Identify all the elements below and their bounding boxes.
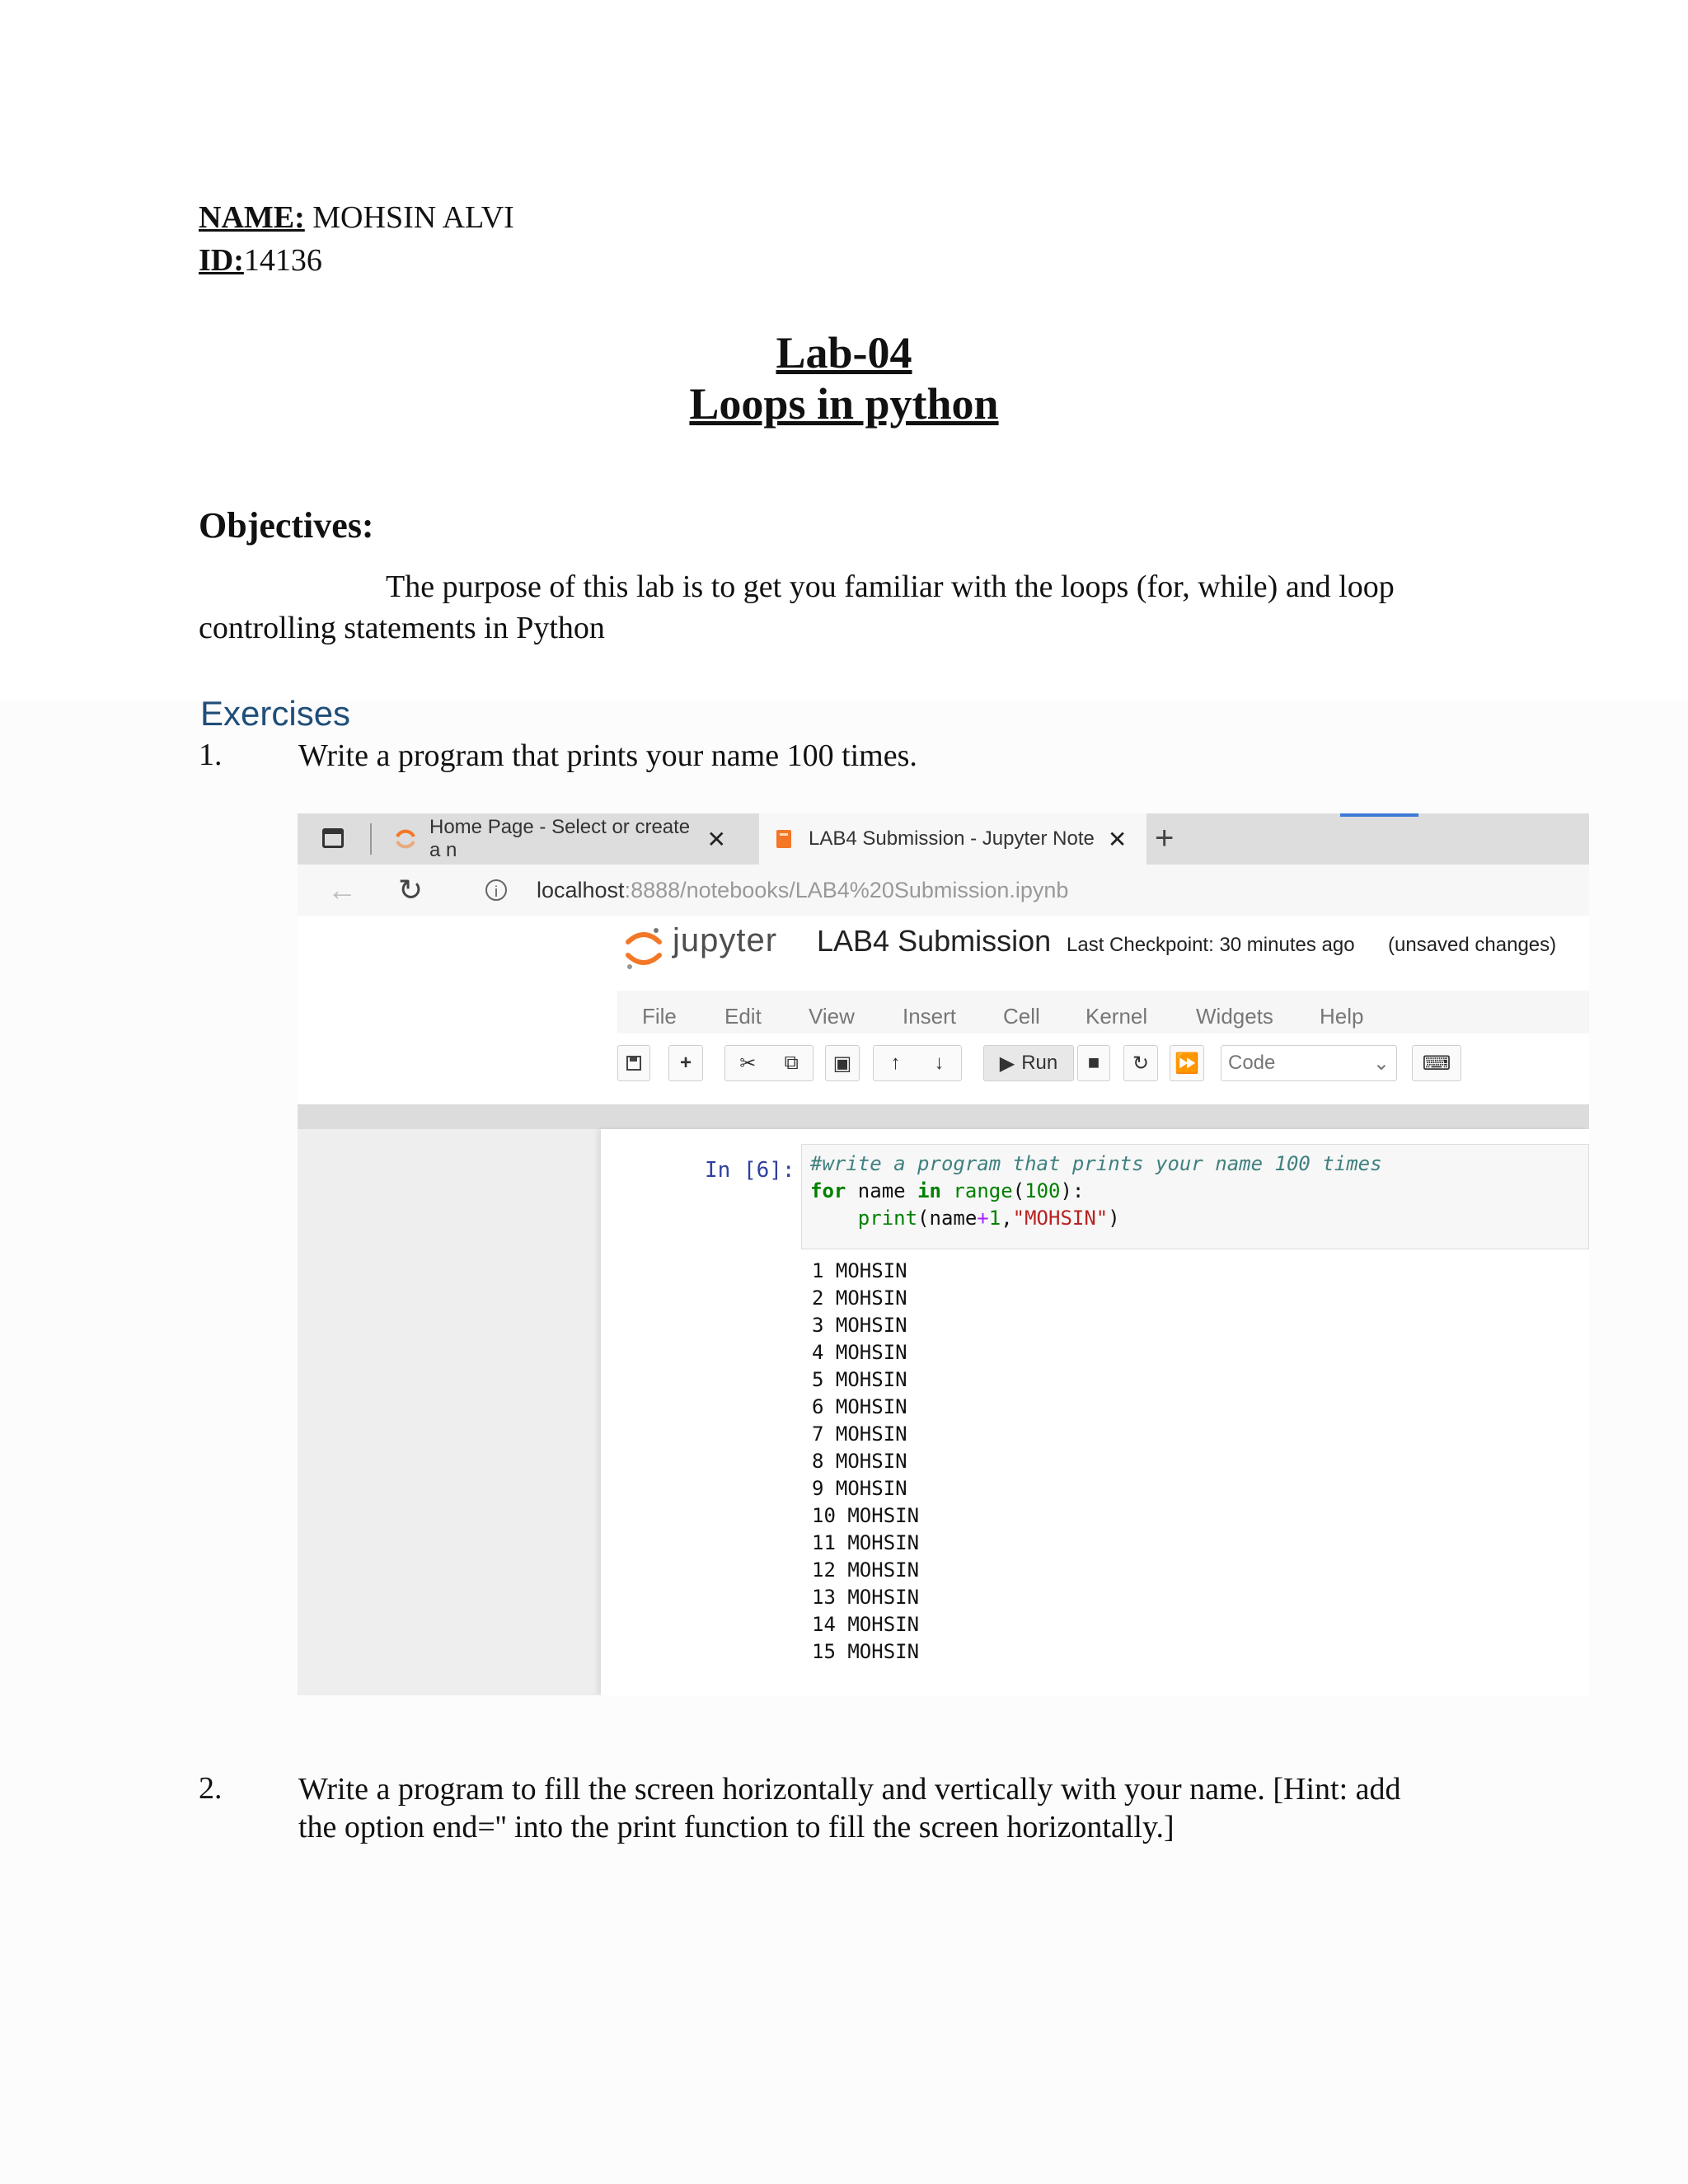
code-comma: , — [1001, 1207, 1013, 1230]
output-line: 4 MOHSIN — [812, 1341, 907, 1364]
input-prompt: In [6]: — [705, 1158, 795, 1183]
id-line — [199, 239, 322, 282]
jupyter-screenshot — [298, 813, 1589, 1695]
objectives-text-line2: controlling statements in Python — [199, 611, 605, 645]
tab-lab4-title: LAB4 Submission - Jupyter Note — [809, 827, 1095, 850]
output-line: 6 MOHSIN — [812, 1395, 907, 1418]
output-line: 14 MOHSIN — [812, 1613, 920, 1636]
question-1-text: Write a program that prints your name 100 times. — [298, 738, 917, 773]
menu-kernel[interactable]: Kernel — [1085, 1004, 1148, 1029]
close-icon[interactable]: ✕ — [706, 826, 726, 852]
notebook-area — [298, 1104, 1589, 1695]
code-number-100: 100 — [1025, 1179, 1061, 1202]
address-bar — [298, 865, 1589, 917]
code-string: "MOHSIN" — [1012, 1207, 1109, 1230]
output-line: 9 MOHSIN — [812, 1477, 907, 1500]
new-tab-icon[interactable]: + — [1155, 820, 1175, 856]
notebook-container — [601, 1129, 1589, 1695]
restart-icon[interactable]: ↻ — [1123, 1045, 1158, 1081]
jupyter-wordmark: jupyter — [673, 922, 778, 958]
menu-cell[interactable]: Cell — [1003, 1004, 1040, 1029]
play-icon: ▶ — [999, 1052, 1015, 1075]
output-line: 12 MOHSIN — [812, 1558, 920, 1582]
window-icon[interactable] — [322, 828, 344, 848]
browser-tab-bar — [298, 813, 1589, 865]
code-range: range — [940, 1179, 1013, 1202]
question-2-text-line1: Write a program to fill the screen horizontally and vertically with your name. [Hint: add — [298, 1772, 1401, 1807]
cell-type-select[interactable] — [1221, 1045, 1397, 1081]
exercises-heading: Exercises — [200, 694, 351, 733]
fast-forward-icon[interactable]: ⏩ — [1170, 1045, 1204, 1081]
output-line: 3 MOHSIN — [812, 1314, 907, 1337]
back-arrow-icon[interactable]: ← — [327, 873, 357, 907]
code-cell[interactable] — [801, 1144, 1589, 1249]
jupyter-toolbar — [298, 1040, 1589, 1088]
code-keyword-in: in — [917, 1179, 941, 1202]
menu-edit[interactable]: Edit — [724, 1004, 762, 1029]
jupyter-header — [298, 916, 1589, 987]
stop-icon[interactable]: ■ — [1077, 1045, 1110, 1081]
output-line: 7 MOHSIN — [812, 1422, 907, 1446]
url-field[interactable] — [537, 878, 1068, 903]
jupyter-menubar — [298, 986, 1589, 1040]
output-line: 11 MOHSIN — [812, 1531, 920, 1554]
run-label: Run — [1021, 1052, 1058, 1074]
window-accent-strip — [1340, 813, 1418, 817]
objectives-text-line1: The purpose of this lab is to get you familiar with the loops (for, while) and loop — [386, 569, 1395, 604]
unsaved-changes: (unsaved changes) — [1388, 934, 1557, 956]
tab-home-page[interactable] — [380, 813, 726, 865]
last-checkpoint: Last Checkpoint: 30 minutes ago — [1067, 934, 1355, 956]
paste-icon[interactable]: ▣ — [825, 1045, 860, 1081]
code-args: (name — [917, 1207, 978, 1230]
move-button-group — [873, 1045, 962, 1081]
copy-icon[interactable]: ⧉ — [784, 1052, 799, 1074]
notebook-name[interactable]: LAB4 Submission — [817, 924, 1052, 958]
output-line: 5 MOHSIN — [812, 1368, 907, 1391]
add-cell-icon[interactable]: + — [668, 1045, 703, 1081]
menu-file[interactable]: File — [642, 1004, 677, 1029]
question-1-number: 1. — [199, 738, 223, 772]
tab-home-title: Home Page - Select or create a n — [429, 816, 691, 861]
menu-view[interactable]: View — [809, 1004, 855, 1029]
jupyter-favicon-icon — [772, 827, 797, 851]
keyboard-icon[interactable]: ⌨ — [1412, 1045, 1461, 1081]
code-print: print — [810, 1207, 918, 1230]
output-line: 1 MOHSIN — [812, 1259, 907, 1282]
chevron-down-icon: ⌄ — [1372, 1052, 1390, 1075]
code-paren-colon: ): — [1060, 1179, 1085, 1202]
output-line: 2 MOHSIN — [812, 1286, 907, 1310]
reload-icon[interactable]: ↻ — [398, 873, 424, 907]
code-plus: + — [977, 1207, 989, 1230]
info-icon[interactable]: i — [485, 879, 507, 901]
run-button[interactable] — [983, 1045, 1074, 1081]
name-line — [199, 196, 514, 239]
code-paren-close: ) — [1108, 1207, 1120, 1230]
move-down-icon[interactable]: ↓ — [934, 1052, 945, 1074]
lab-subtitle: Loops in python — [689, 379, 999, 429]
cell-output — [812, 1258, 919, 1666]
output-line: 13 MOHSIN — [812, 1586, 920, 1609]
question-2-text-line2: the option end='' into the print function to fill the screen horizontally.] — [298, 1810, 1175, 1844]
menu-insert[interactable]: Insert — [903, 1004, 957, 1029]
menu-widgets[interactable]: Widgets — [1196, 1004, 1273, 1029]
url-path: :8888/notebooks/LAB4%20Submission.ipynb — [624, 878, 1069, 902]
url-host: localhost — [537, 878, 625, 902]
output-line: 10 MOHSIN — [812, 1504, 920, 1527]
name-value: MOHSIN ALVI — [304, 200, 514, 235]
code-comment: #write a program that prints your name 100 times — [810, 1152, 1382, 1175]
name-label: NAME: — [199, 200, 305, 235]
loading-spinner-icon — [393, 827, 418, 851]
code-var: name — [846, 1179, 918, 1202]
output-line: 15 MOHSIN — [812, 1640, 920, 1663]
lab-title: Lab-04 — [776, 328, 912, 377]
code-paren: ( — [1012, 1179, 1025, 1202]
question-2-number: 2. — [199, 1771, 223, 1806]
edit-button-group — [724, 1045, 814, 1081]
id-value: 14136 — [243, 243, 322, 278]
move-up-icon[interactable]: ↑ — [890, 1052, 901, 1074]
code-keyword-for: for — [810, 1179, 846, 1202]
tab-lab4-submission[interactable] — [759, 813, 1146, 865]
menu-help[interactable]: Help — [1320, 1004, 1364, 1029]
cell-type-value: Code — [1228, 1052, 1276, 1074]
jupyter-logo-icon[interactable] — [623, 924, 664, 977]
close-icon[interactable]: ✕ — [1107, 826, 1128, 852]
id-label: ID: — [199, 243, 244, 278]
cut-icon[interactable]: ✂ — [739, 1052, 757, 1075]
output-line: 8 MOHSIN — [812, 1450, 907, 1473]
objectives-heading: Objectives: — [199, 505, 374, 546]
save-icon[interactable] — [617, 1045, 650, 1081]
code-number-1: 1 — [988, 1207, 1001, 1230]
